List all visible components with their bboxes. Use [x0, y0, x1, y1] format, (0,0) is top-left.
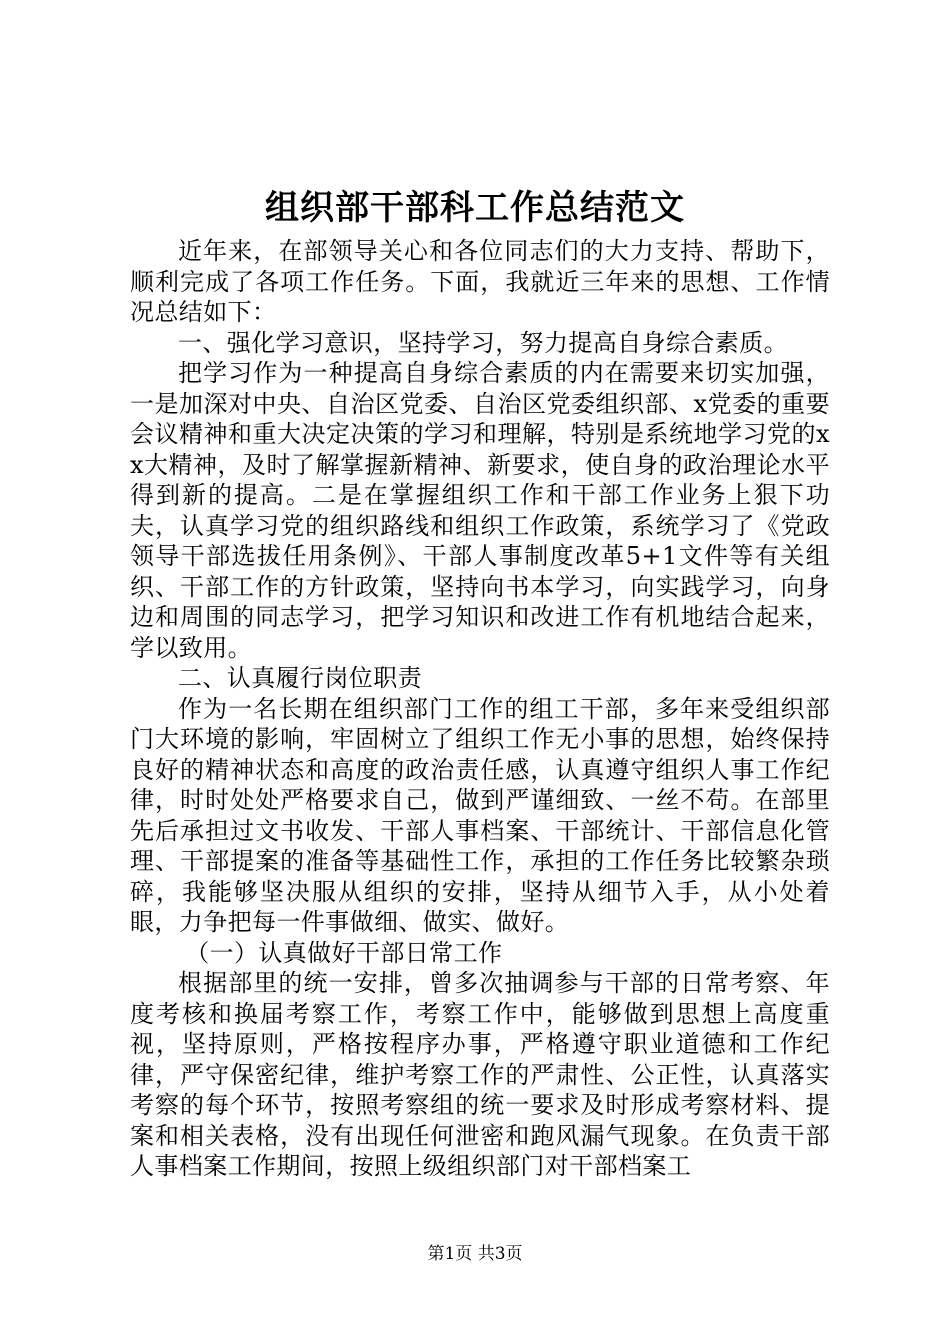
subsection-heading-1: （一）认真做好干部日常工作 — [185, 938, 503, 967]
paragraph-study: 把学习作为一种提高自身综合素质的内在需要来切实加强，一是加深对中央、自治区党委、自治区党委组织部、x党委的重要会议精神和重大决定决策的学习和理解，特别是系统地学习党的xx大精神，及时了解掌握新精神、新要求，使自身的政治理论水平得到新的提高。二是在掌握组织工作和干部工作业务上狠下功夫，认真学习党的组织路线和组织工作政策，系统学习了《党政领导干部选拔任用条例》、干部人事制度改革5+1文件等有关组织、干部工作的方针政策，坚持向书本学习，向实践学习，向身边和周围的同志学习，把学习知识和改进工作有机地结合起来，学以致用。 — [130, 359, 830, 662]
paragraph-intro: 近年来，在部领导关心和各位同志们的大力支持、帮助下，顺利完成了各项工作任务。下面，我就近三年来的思想、工作情况总结如下： — [130, 237, 830, 326]
document-body — [130, 236, 830, 1182]
section-heading-2: 二、认真履行岗位职责 — [178, 664, 422, 692]
page-number-footer: 第1页 共3页 — [427, 1244, 523, 1264]
paragraph-daily-work: 根据部里的统一安排，曾多次抽调参与干部的日常考察、年度考核和换届考察工作，考察工作中，能够做到思想上高度重视，坚持原则，严格按程序办事，严格遵守职业道德和工作纪律，严守保密纪律，维护考察工作的严肃性、公正性，认真落实考察的每个环节，按照考察组的统一要求及时形成考察材料、提案和相关表格，没有出现任何泄密和跑风漏气现象。在负责干部人事档案工作期间，按照上级组织部门对干部档案工 — [130, 969, 830, 1180]
section-heading-1: 一、强化学习意识，坚持学习，努力提高自身综合素质。 — [178, 328, 788, 357]
document-title: 组织部干部科工作总结范文 — [265, 188, 685, 228]
paragraph-duties: 作为一名长期在组织部门工作的组工干部，多年来受组织部门大环境的影响，牢固树立了组织工作无小事的思想，始终保持良好的精神状态和高度的政治责任感，认真遵守组织人事工作纪律，时时处处严格要求自己，做到严谨细致、一丝不苟。在部里先后承担过文书收发、干部人事档案、干部统计、干部信息化管理、干部提案的准备等基础性工作，承担的工作任务比较繁杂琐碎，我能够坚决服从组织的安排，坚持从细节入手，从小处着眼，力争把每一件事做细、做实、做好。 — [130, 694, 830, 936]
